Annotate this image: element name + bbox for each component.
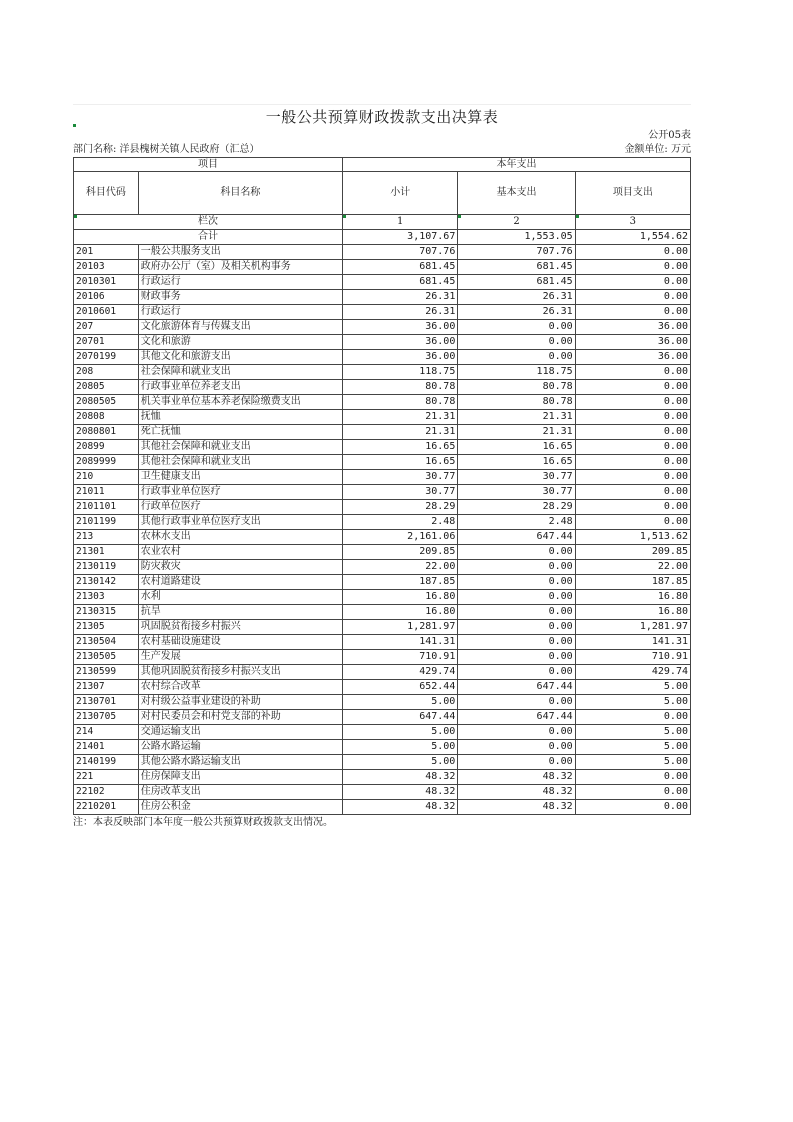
table-row: [74, 245, 691, 260]
row-project: 0.00: [575, 500, 690, 515]
row-subtotal: 209.85: [343, 545, 458, 560]
row-project: 0.00: [575, 305, 690, 320]
row-basic: 0.00: [458, 695, 575, 710]
row-project: 0.00: [575, 425, 690, 440]
row-project: 710.91: [575, 650, 690, 665]
row-project: 0.00: [575, 485, 690, 500]
row-subtotal: 80.78: [343, 380, 458, 395]
row-name: 对村级公益事业建设的补助: [138, 695, 342, 710]
table-row: [74, 290, 691, 305]
table-row: [74, 620, 691, 635]
row-project: 429.74: [575, 665, 690, 680]
table-row: [74, 395, 691, 410]
row-code: 214: [74, 725, 139, 740]
row-project: 187.85: [575, 575, 690, 590]
row-name: 其他公路水路运输支出: [138, 755, 342, 770]
row-subtotal: 647.44: [343, 710, 458, 725]
table-row: [74, 560, 691, 575]
row-name: 住房公积金: [138, 800, 342, 815]
report-title: 一般公共预算财政拨款支出决算表: [73, 104, 691, 129]
row-project: 0.00: [575, 785, 690, 800]
row-name: 防灾救灾: [138, 560, 342, 575]
row-code: 2080505: [74, 395, 139, 410]
row-name: 政府办公厅（室）及相关机构事务: [138, 260, 342, 275]
row-code: 2070199: [74, 350, 139, 365]
row-subtotal: 5.00: [343, 695, 458, 710]
row-project: 0.00: [575, 260, 690, 275]
row-code: 2089999: [74, 455, 139, 470]
cell-marker: [73, 124, 76, 127]
row-code: 21305: [74, 620, 139, 635]
row-code: 221: [74, 770, 139, 785]
row-name: 公路水路运输: [138, 740, 342, 755]
row-basic: 647.44: [458, 710, 575, 725]
row-code: 2130142: [74, 575, 139, 590]
row-name: 农业农村: [138, 545, 342, 560]
header-name: 科目名称: [138, 172, 342, 215]
header-basic: 基本支出: [458, 172, 575, 215]
row-basic: 26.31: [458, 305, 575, 320]
total-subtotal: 3,107.67: [343, 230, 458, 245]
row-subtotal: 48.32: [343, 785, 458, 800]
row-code: 20899: [74, 440, 139, 455]
table-row: [74, 605, 691, 620]
row-subtotal: 16.65: [343, 440, 458, 455]
row-project: 0.00: [575, 770, 690, 785]
table-row: [74, 695, 691, 710]
total-row: [74, 230, 691, 245]
row-project: 5.00: [575, 755, 690, 770]
row-project: 0.00: [575, 245, 690, 260]
row-code: 20808: [74, 410, 139, 425]
table-row: [74, 350, 691, 365]
index-1: 1: [343, 215, 458, 230]
header-code: 科目代码: [74, 172, 139, 215]
row-subtotal: 5.00: [343, 740, 458, 755]
table-row: [74, 380, 691, 395]
index-2: 2: [458, 215, 575, 230]
row-subtotal: 36.00: [343, 350, 458, 365]
table-row: [74, 335, 691, 350]
row-project: 1,513.62: [575, 530, 690, 545]
table-row: [74, 410, 691, 425]
row-subtotal: 30.77: [343, 470, 458, 485]
row-name: 农村基础设施建设: [138, 635, 342, 650]
row-code: 2130119: [74, 560, 139, 575]
row-project: 16.80: [575, 605, 690, 620]
row-subtotal: 1,281.97: [343, 620, 458, 635]
row-name: 财政事务: [138, 290, 342, 305]
table-row: [74, 575, 691, 590]
row-name: 行政运行: [138, 275, 342, 290]
row-project: 1,281.97: [575, 620, 690, 635]
row-name: 其他巩固脱贫衔接乡村振兴支出: [138, 665, 342, 680]
table-row: [74, 425, 691, 440]
row-name: 社会保障和就业支出: [138, 365, 342, 380]
table-row: [74, 680, 691, 695]
row-name: 其他行政事业单位医疗支出: [138, 515, 342, 530]
row-name: 其他社会保障和就业支出: [138, 455, 342, 470]
header-row-group: [74, 158, 691, 172]
meta-row: [73, 142, 691, 157]
table-row: [74, 470, 691, 485]
row-subtotal: 141.31: [343, 635, 458, 650]
footnote: 注：本表反映部门本年度一般公共预算财政拨款支出情况。: [73, 817, 333, 828]
header-row-columns: [74, 172, 691, 215]
row-basic: 48.32: [458, 800, 575, 815]
row-code: 2130504: [74, 635, 139, 650]
row-subtotal: 652.44: [343, 680, 458, 695]
table-row: [74, 455, 691, 470]
table-row: [74, 635, 691, 650]
row-basic: 707.76: [458, 245, 575, 260]
row-code: 2101101: [74, 500, 139, 515]
row-code: 2010601: [74, 305, 139, 320]
row-code: 2101199: [74, 515, 139, 530]
row-project: 0.00: [575, 515, 690, 530]
table-row: [74, 785, 691, 800]
row-basic: 0.00: [458, 620, 575, 635]
row-project: 36.00: [575, 335, 690, 350]
row-code: 20701: [74, 335, 139, 350]
row-name: 抚恤: [138, 410, 342, 425]
row-code: 20805: [74, 380, 139, 395]
row-basic: 0.00: [458, 590, 575, 605]
row-basic: 681.45: [458, 260, 575, 275]
row-code: 21011: [74, 485, 139, 500]
row-code: 2010301: [74, 275, 139, 290]
table-row: [74, 545, 691, 560]
row-code: 210: [74, 470, 139, 485]
row-basic: 0.00: [458, 635, 575, 650]
row-project: 36.00: [575, 350, 690, 365]
row-name: 死亡抚恤: [138, 425, 342, 440]
row-project: 209.85: [575, 545, 690, 560]
row-project: 0.00: [575, 380, 690, 395]
row-subtotal: 429.74: [343, 665, 458, 680]
row-project: 0.00: [575, 440, 690, 455]
row-code: 21307: [74, 680, 139, 695]
row-name: 农村综合改革: [138, 680, 342, 695]
row-name: 行政单位医疗: [138, 500, 342, 515]
row-name: 行政事业单位养老支出: [138, 380, 342, 395]
row-subtotal: 26.31: [343, 290, 458, 305]
row-basic: 48.32: [458, 770, 575, 785]
row-name: 其他社会保障和就业支出: [138, 440, 342, 455]
row-basic: 681.45: [458, 275, 575, 290]
row-basic: 16.65: [458, 440, 575, 455]
row-code: 2130705: [74, 710, 139, 725]
row-project: 5.00: [575, 680, 690, 695]
row-code: 2130599: [74, 665, 139, 680]
row-name: 农村道路建设: [138, 575, 342, 590]
table-row: [74, 770, 691, 785]
row-subtotal: 36.00: [343, 320, 458, 335]
row-subtotal: 16.80: [343, 605, 458, 620]
row-name: 其他文化和旅游支出: [138, 350, 342, 365]
row-name: 水利: [138, 590, 342, 605]
row-subtotal: 2.48: [343, 515, 458, 530]
row-code: 208: [74, 365, 139, 380]
row-subtotal: 5.00: [343, 725, 458, 740]
row-code: 2140199: [74, 755, 139, 770]
row-subtotal: 16.80: [343, 590, 458, 605]
index-row: [74, 215, 691, 230]
row-subtotal: 5.00: [343, 755, 458, 770]
row-basic: 21.31: [458, 425, 575, 440]
row-subtotal: 16.65: [343, 455, 458, 470]
row-code: 21401: [74, 740, 139, 755]
row-code: 201: [74, 245, 139, 260]
row-code: 21301: [74, 545, 139, 560]
row-basic: 30.77: [458, 485, 575, 500]
total-basic: 1,553.05: [458, 230, 575, 245]
row-name: 住房改革支出: [138, 785, 342, 800]
table-row: [74, 740, 691, 755]
row-code: 2130505: [74, 650, 139, 665]
table-row: [74, 590, 691, 605]
row-code: 2130315: [74, 605, 139, 620]
table-row: [74, 755, 691, 770]
row-project: 5.00: [575, 725, 690, 740]
row-subtotal: 30.77: [343, 485, 458, 500]
row-code: 213: [74, 530, 139, 545]
table-row: [74, 500, 691, 515]
row-code: 20106: [74, 290, 139, 305]
row-subtotal: 21.31: [343, 410, 458, 425]
row-name: 行政事业单位医疗: [138, 485, 342, 500]
row-name: 农林水支出: [138, 530, 342, 545]
table-row: [74, 260, 691, 275]
row-basic: 21.31: [458, 410, 575, 425]
total-project: 1,554.62: [575, 230, 690, 245]
row-basic: 0.00: [458, 575, 575, 590]
total-label: 合计: [74, 230, 343, 245]
row-project: 0.00: [575, 800, 690, 815]
row-basic: 0.00: [458, 560, 575, 575]
row-name: 对村民委员会和村党支部的补助: [138, 710, 342, 725]
row-name: 机关事业单位基本养老保险缴费支出: [138, 395, 342, 410]
row-basic: 0.00: [458, 350, 575, 365]
row-basic: 0.00: [458, 650, 575, 665]
row-name: 卫生健康支出: [138, 470, 342, 485]
row-basic: 80.78: [458, 380, 575, 395]
row-basic: 0.00: [458, 605, 575, 620]
row-code: 2130701: [74, 695, 139, 710]
row-project: 141.31: [575, 635, 690, 650]
row-name: 文化旅游体育与传媒支出: [138, 320, 342, 335]
row-subtotal: 26.31: [343, 305, 458, 320]
row-name: 行政运行: [138, 305, 342, 320]
index-3: 3: [575, 215, 690, 230]
row-basic: 16.65: [458, 455, 575, 470]
row-code: 2080801: [74, 425, 139, 440]
row-basic: 28.29: [458, 500, 575, 515]
table-row: [74, 665, 691, 680]
row-project: 5.00: [575, 740, 690, 755]
row-subtotal: 48.32: [343, 770, 458, 785]
row-basic: 0.00: [458, 755, 575, 770]
row-subtotal: 187.85: [343, 575, 458, 590]
expenditure-table: [73, 157, 691, 815]
table-row: [74, 365, 691, 380]
header-project: 项目支出: [575, 172, 690, 215]
row-basic: 0.00: [458, 320, 575, 335]
row-subtotal: 80.78: [343, 395, 458, 410]
row-code: 22102: [74, 785, 139, 800]
row-project: 0.00: [575, 455, 690, 470]
row-project: 0.00: [575, 410, 690, 425]
row-subtotal: 2,161.06: [343, 530, 458, 545]
row-subtotal: 681.45: [343, 260, 458, 275]
row-subtotal: 36.00: [343, 335, 458, 350]
row-code: 20103: [74, 260, 139, 275]
table-row: [74, 530, 691, 545]
table-row: [74, 650, 691, 665]
row-basic: 647.44: [458, 680, 575, 695]
row-basic: 0.00: [458, 740, 575, 755]
table-row: [74, 275, 691, 290]
row-subtotal: 28.29: [343, 500, 458, 515]
row-basic: 0.00: [458, 725, 575, 740]
row-name: 文化和旅游: [138, 335, 342, 350]
row-project: 5.00: [575, 695, 690, 710]
row-project: 0.00: [575, 395, 690, 410]
row-basic: 118.75: [458, 365, 575, 380]
row-basic: 80.78: [458, 395, 575, 410]
row-code: 2210201: [74, 800, 139, 815]
table-row: [74, 485, 691, 500]
department-name: 部门名称: 洋县槐树关镇人民政府（汇总）: [73, 144, 260, 155]
row-subtotal: 118.75: [343, 365, 458, 380]
table-row: [74, 320, 691, 335]
row-name: 交通运输支出: [138, 725, 342, 740]
row-project: 22.00: [575, 560, 690, 575]
row-basic: 0.00: [458, 665, 575, 680]
header-subtotal: 小计: [343, 172, 458, 215]
row-project: 0.00: [575, 365, 690, 380]
row-basic: 48.32: [458, 785, 575, 800]
table-row: [74, 515, 691, 530]
row-project: 0.00: [575, 275, 690, 290]
row-code: 207: [74, 320, 139, 335]
table-row: [74, 710, 691, 725]
header-year-group: 本年支出: [343, 158, 691, 172]
table-row: [74, 800, 691, 815]
row-subtotal: 22.00: [343, 560, 458, 575]
row-project: 36.00: [575, 320, 690, 335]
row-name: 住房保障支出: [138, 770, 342, 785]
row-name: 巩固脱贫衔接乡村振兴: [138, 620, 342, 635]
row-name: 生产发展: [138, 650, 342, 665]
header-item-group: 项目: [74, 158, 343, 172]
amount-unit: 金额单位: 万元: [624, 144, 691, 155]
row-code: 21303: [74, 590, 139, 605]
row-basic: 2.48: [458, 515, 575, 530]
row-subtotal: 707.76: [343, 245, 458, 260]
table-row: [74, 725, 691, 740]
row-subtotal: 681.45: [343, 275, 458, 290]
row-basic: 30.77: [458, 470, 575, 485]
row-subtotal: 710.91: [343, 650, 458, 665]
row-basic: 0.00: [458, 335, 575, 350]
row-basic: 26.31: [458, 290, 575, 305]
table-body: [74, 245, 691, 815]
row-project: 16.80: [575, 590, 690, 605]
row-subtotal: 21.31: [343, 425, 458, 440]
row-name: 一般公共服务支出: [138, 245, 342, 260]
row-subtotal: 48.32: [343, 800, 458, 815]
row-project: 0.00: [575, 710, 690, 725]
form-number: 公开05表: [648, 130, 691, 141]
row-project: 0.00: [575, 290, 690, 305]
table-row: [74, 440, 691, 455]
row-name: 抗旱: [138, 605, 342, 620]
row-project: 0.00: [575, 470, 690, 485]
table-row: [74, 305, 691, 320]
row-basic: 647.44: [458, 530, 575, 545]
index-label: 栏次: [74, 215, 343, 230]
row-basic: 0.00: [458, 545, 575, 560]
